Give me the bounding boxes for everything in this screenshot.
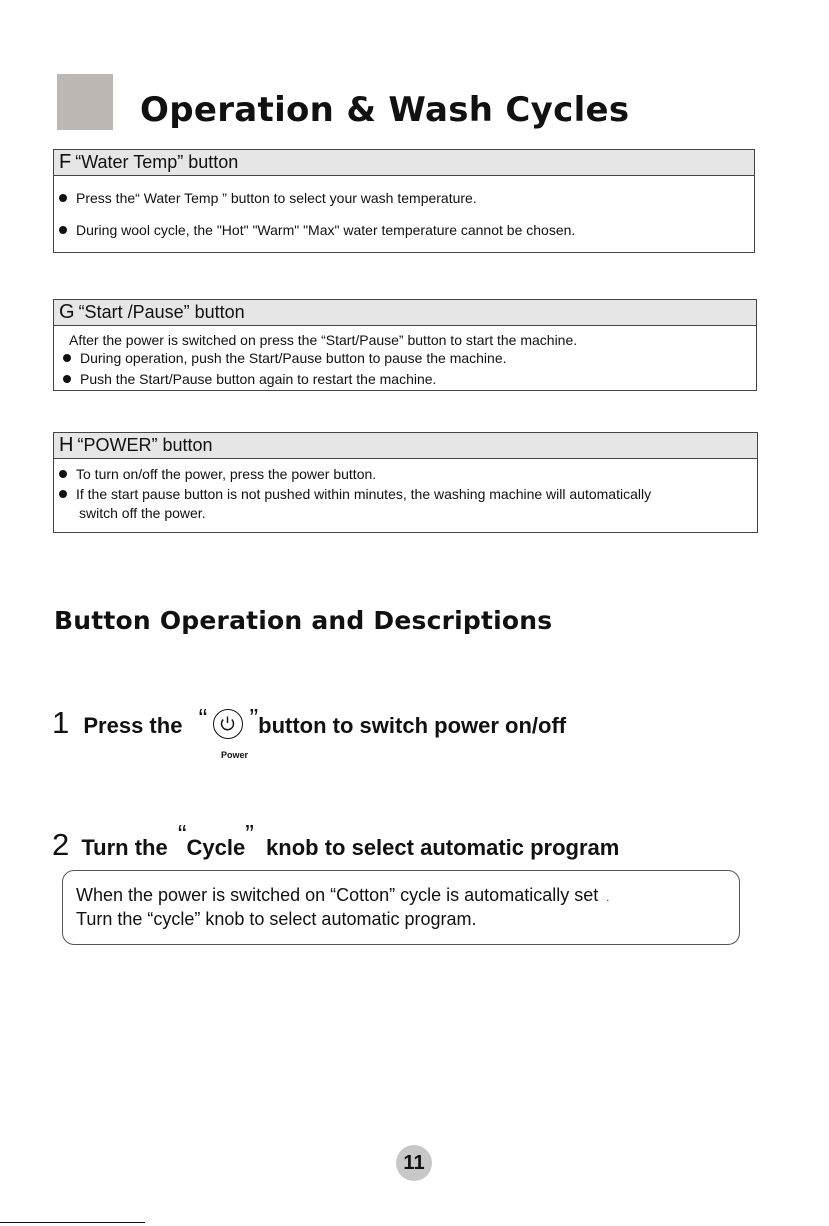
list-item: During wool cycle, the "Hot" "Warm" "Max" water temperature cannot be chosen. xyxy=(59,222,575,238)
step-2 xyxy=(52,819,620,863)
box-letter: H xyxy=(59,434,74,456)
step-1 xyxy=(52,705,566,741)
step-text: knob to select automatic program xyxy=(266,835,620,860)
list-item: Push the Start/Pause button again to restart the machine. xyxy=(63,371,436,387)
open-quote: “ xyxy=(177,819,187,849)
box-title: “Water Temp” button xyxy=(75,152,239,172)
box-letter: G xyxy=(59,301,75,323)
step-text: Press the xyxy=(83,713,183,738)
power-box xyxy=(53,432,758,533)
bullet-icon xyxy=(59,194,67,202)
power-box-header xyxy=(54,433,757,459)
footer-divider xyxy=(0,1222,145,1223)
list-item-continuation: switch off the power. xyxy=(79,505,206,521)
list-item: If the start pause button is not pushed within minutes, the washing machine will automatically xyxy=(59,486,651,502)
water-temp-box xyxy=(53,149,755,253)
power-icon-label: Power xyxy=(221,750,249,760)
page-title: Operation & Wash Cycles xyxy=(140,90,630,130)
note-line-1: When the power is switched on “Cotton” cycle is automatically set . xyxy=(76,885,610,905)
bullet-icon xyxy=(59,226,67,234)
open-quote: “ xyxy=(198,703,208,733)
power-icon xyxy=(213,709,243,739)
step-number: 1 xyxy=(52,705,70,740)
header-gray-square xyxy=(57,74,113,130)
page-number: 11 xyxy=(396,1145,432,1181)
start-pause-box xyxy=(53,299,757,391)
cycle-word: Cycle xyxy=(186,835,246,860)
bullet-icon xyxy=(59,470,67,478)
description-text: After the power is switched on press the “Start/Pause” button to start the machine. xyxy=(69,332,578,348)
bullet-icon xyxy=(63,375,71,383)
close-quote: ” xyxy=(249,703,259,733)
water-temp-box-header xyxy=(54,150,754,176)
step-text: button to switch power on/off xyxy=(258,713,567,738)
bullet-icon xyxy=(63,354,71,362)
box-letter: F xyxy=(59,151,72,173)
list-item: Press the“ Water Temp ” button to select your wash temperature. xyxy=(59,190,477,206)
list-item: To turn on/off the power, press the power button. xyxy=(59,466,376,482)
section-title: Button Operation and Descriptions xyxy=(54,606,553,635)
note-line-2: Turn the “cycle” knob to select automatic program. xyxy=(76,909,477,929)
list-item: During operation, push the Start/Pause button to pause the machine. xyxy=(63,350,507,366)
close-quote: ” xyxy=(245,819,254,849)
step-number: 2 xyxy=(52,827,70,862)
box-title: “Start /Pause” button xyxy=(78,302,245,322)
step-text: Turn the xyxy=(81,835,168,860)
bullet-icon xyxy=(59,490,67,498)
start-pause-box-header xyxy=(54,300,756,326)
box-title: “POWER” button xyxy=(77,435,213,455)
